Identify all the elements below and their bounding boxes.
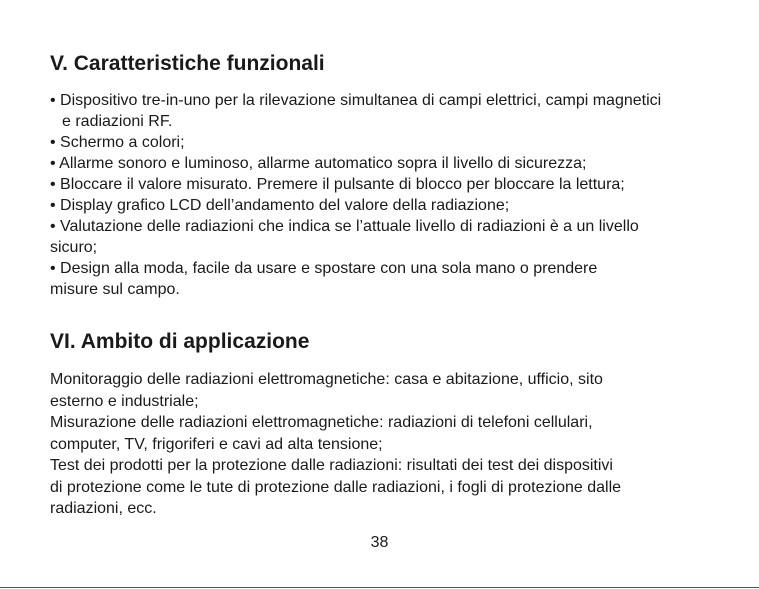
list-item-line: misure sul campo.	[50, 281, 180, 298]
paragraph-line: Misurazione delle radiazioni elettromagnetiche: radiazioni di telefoni cellulari,	[50, 414, 593, 431]
list-item-line: • Design alla moda, facile da usare e spostare con una sola mano o prendere	[50, 260, 598, 277]
list-item-line: • Bloccare il valore misurato. Premere il pulsante di blocco per bloccare la lettura;	[50, 176, 625, 193]
list-item	[50, 132, 661, 153]
list-item-line: • Valutazione delle radiazioni che indica se l’attuale livello di radiazioni è a un livello	[50, 218, 639, 235]
features-list	[50, 90, 661, 300]
list-item	[50, 258, 661, 300]
section-v-heading: V. Caratteristiche funzionali	[50, 52, 325, 75]
section-vi-heading: VI. Ambito di applicazione	[50, 330, 310, 353]
list-item	[50, 195, 661, 216]
list-item	[50, 153, 661, 174]
list-item-line: • Dispositivo tre-in-uno per la rilevazione simultanea di campi elettrici, campi magnetici	[50, 92, 662, 109]
application-paragraph	[50, 369, 621, 520]
paragraph-line: computer, TV, frigoriferi e cavi ad alta tensione;	[50, 435, 383, 453]
list-item	[50, 174, 661, 195]
list-item-line: • Schermo a colori;	[50, 134, 185, 151]
page-number: 38	[370, 534, 389, 551]
list-item	[50, 90, 661, 132]
paragraph-line: radiazioni, ecc.	[50, 500, 157, 517]
paragraph-line: Monitoraggio delle radiazioni elettromagnetiche: casa e abitazione, ufficio, sito	[50, 371, 603, 388]
paragraph-line: Test dei prodotti per la protezione dalle radiazioni: risultati dei test dei dispositivi	[50, 457, 613, 474]
list-item	[50, 216, 661, 258]
list-item-line: • Display grafico LCD dell’andamento del valore della radiazione;	[50, 197, 510, 214]
list-item-line: e radiazioni RF.	[62, 113, 173, 130]
paragraph-line: di protezione come le tute di protezione dalle radiazioni, i fogli di protezione dalle	[50, 478, 622, 496]
paragraph-line: esterno e industriale;	[50, 392, 199, 410]
list-item-line: • Allarme sonoro e luminoso, allarme automatico sopra il livello di sicurezza;	[50, 155, 587, 172]
list-item-line: sicuro;	[50, 239, 98, 256]
bottom-divider	[0, 587, 759, 588]
